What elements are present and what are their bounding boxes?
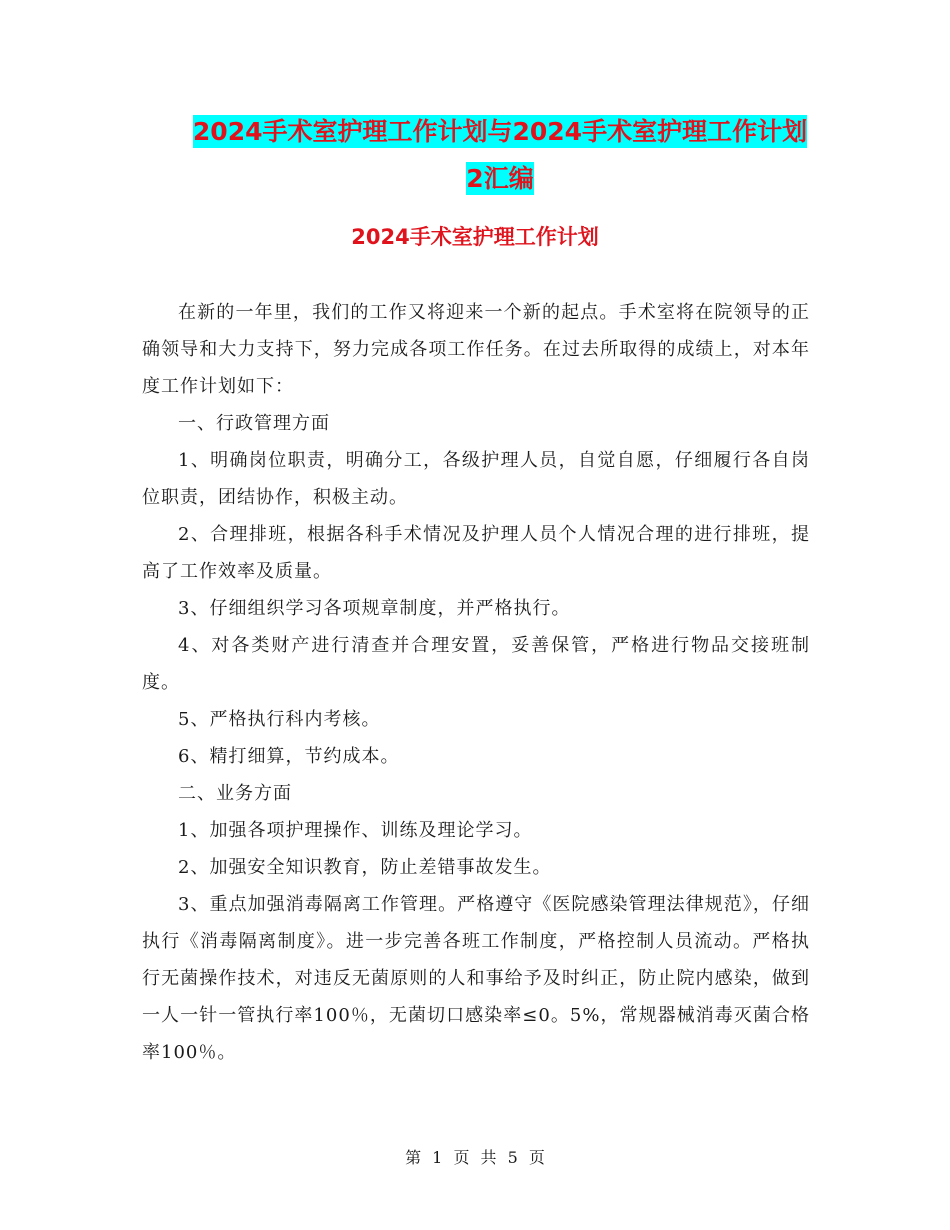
paragraph-item: 3、重点加强消毒隔离工作管理。严格遵守《医院感染管理法律规范》，仔细执行《消毒隔离制度》。进一步完善各班工作制度，严格控制人员流动。严格执行无菌操作技术，对违反无菌原则的人和事给予及时纠正，防止院内感染，做到一人一针一管执行率100％，无菌切口感染率≤0。5%，常规器械消毒灭菌合格率100％。 [142, 894, 810, 1063]
paragraph-item: 2、合理排班，根据各科手术情况及护理人员个人情况合理的进行排班，提高了工作效率及质量。 [142, 524, 810, 582]
document-title-line-2: 2汇编 [466, 164, 534, 193]
paragraph-intro: 在新的一年里，我们的工作又将迎来一个新的起点。手术室将在院领导的正确领导和大力支持下，努力完成各项工作任务。在过去所取得的成绩上，对本年度工作计划如下： [142, 302, 810, 397]
paragraph-item: 5、严格执行科内考核。 [178, 709, 381, 730]
paragraph-item: 4、对各类财产进行清查并合理安置，妥善保管，严格进行物品交接班制度。 [142, 635, 810, 693]
paragraph-item: 3、仔细组织学习各项规章制度，并严格执行。 [178, 598, 571, 619]
paragraph-item: 1、加强各项护理操作、训练及理论学习。 [178, 820, 533, 841]
document-body [142, 294, 810, 1071]
page-number-footer: 第 1 页 共 5 页 [405, 1148, 545, 1167]
paragraph-item: 2、加强安全知识教育，防止差错事故发生。 [178, 857, 552, 878]
section-title: 2024手术室护理工作计划 [351, 225, 599, 249]
paragraph-item: 1、明确岗位职责，明确分工，各级护理人员，自觉自愿，仔细履行各自岗位职责，团结协作，积极主动。 [142, 450, 810, 508]
heading-admin-management: 一、行政管理方面 [178, 413, 330, 434]
document-title-line-1: 2024手术室护理工作计划与2024手术室护理工作计划 [192, 117, 808, 146]
heading-business: 二、业务方面 [178, 783, 292, 804]
paragraph-item: 6、精打细算，节约成本。 [178, 746, 400, 767]
document-title [140, 108, 860, 202]
